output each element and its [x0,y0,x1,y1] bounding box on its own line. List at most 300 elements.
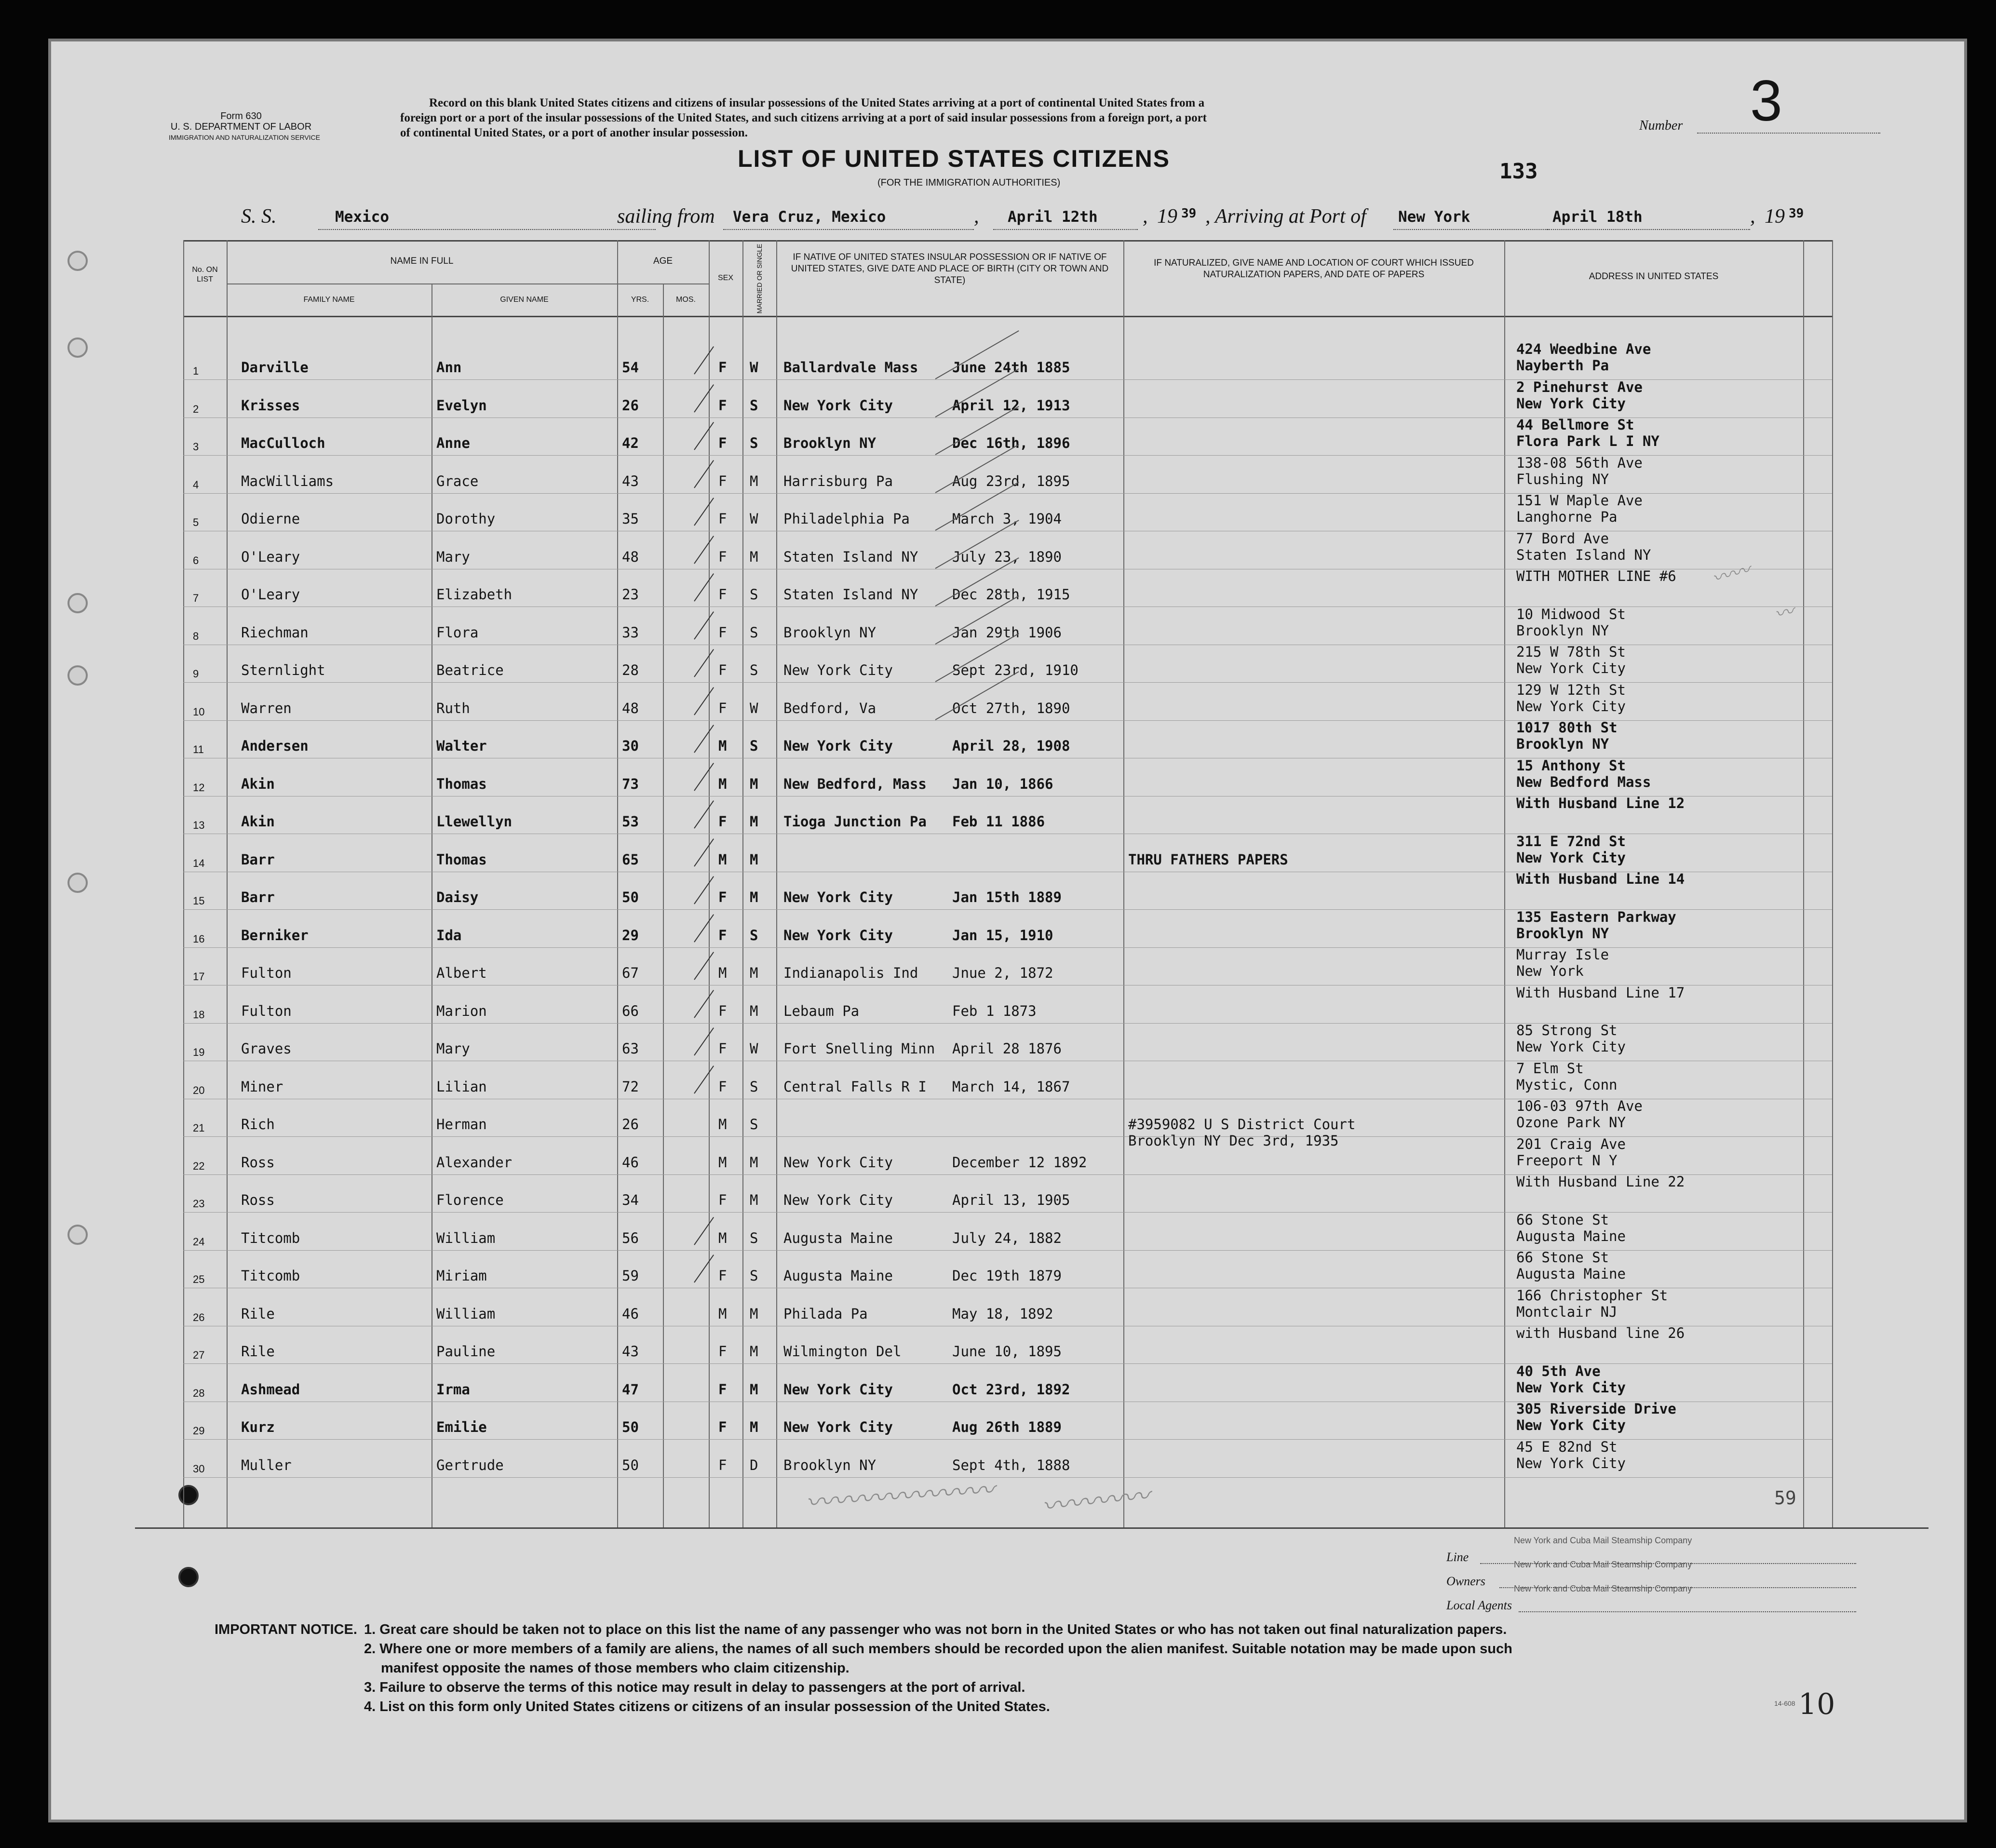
address-line2: Mystic, Conn [1516,1076,1618,1093]
age-years: 56 [622,1229,639,1246]
ship-name: Mexico [335,208,389,226]
sex-value: F [718,1268,727,1284]
birth-date: Feb 1 1873 [952,1002,1037,1019]
address-line1: 40 5th Ave [1516,1362,1601,1379]
birth-date: Aug 23rd, 1895 [952,472,1070,489]
birth-date: Aug 26th 1889 [952,1419,1062,1435]
marital-status: M [750,1381,758,1398]
age-years: 28 [622,662,639,678]
given-name: Beatrice [436,662,504,678]
row-number: 29 [193,1425,205,1437]
birth-place: New York City [783,1154,893,1171]
row-number: 20 [193,1084,205,1096]
instruction-line: foreign port or a port of the insular possessions of the United States, and such citizens arriving at a port of said insular possessions from a foreign port, a port [400,111,1207,124]
given-name: Herman [436,1116,487,1133]
family-name: Akin [241,775,275,792]
row-number: 18 [193,1008,205,1021]
row-number: 14 [193,857,205,869]
birth-place: Philada Pa [783,1305,868,1322]
arrival-year: 39 [1789,206,1804,221]
marital-status: M [750,1154,758,1171]
sex-value: F [718,435,727,451]
birth-place: New York City [783,1419,893,1435]
row-number: 26 [193,1311,205,1323]
given-name: Florence [436,1192,504,1208]
address-line1: 129 W 12th St [1516,681,1626,698]
marital-status: S [750,1116,758,1133]
notice-line: 3. Failure to observe the terms of this notice may result in delay to passengers at the port of arrival. [364,1680,1025,1695]
address-line2: Ozone Park NY [1516,1114,1626,1131]
birth-place: Fort Snelling Minn [783,1040,935,1057]
check-mark [694,498,714,526]
instructions [400,95,1207,140]
col-address: ADDRESS IN UNITED STATES [1589,271,1719,282]
given-name: Evelyn [436,397,487,414]
family-name: O'Leary [241,548,300,565]
punch-hole [67,593,88,613]
address-line1: 2 Pinehurst Ave [1516,378,1643,395]
family-name: Barr [241,889,275,905]
marital-status: M [750,1419,758,1435]
naturalization: #3959082 U S District Court [1128,1116,1356,1133]
given-name: Gertrude [436,1457,504,1473]
marital-status: M [750,1192,758,1208]
sex-value: M [718,1305,727,1322]
row-number: 24 [193,1235,205,1248]
owners-label: Owners [1446,1574,1485,1588]
sex-value: F [718,624,727,641]
age-years: 67 [622,965,639,981]
address-line2: Montclair NJ [1516,1303,1618,1320]
col-birth: IF NATIVE OF UNITED STATES INSULAR POSSESSION OR IF NATIVE OF UNITED STATES, GIVE DATE AND PLACE OF BIRTH (CITY OR TOWN AND STATE) [791,252,1109,285]
col-yrs: YRS. [631,296,649,304]
age-years: 48 [622,700,639,716]
birth-place: Wilmington Del [783,1343,902,1360]
sex-value: F [718,889,727,905]
address-line2: New York City [1516,1379,1626,1396]
birth-date: Jan 15th 1889 [952,889,1062,905]
age-years: 65 [622,851,639,868]
agents-stamp: New York and Cuba Mail Steamship Company [1514,1584,1692,1593]
address-line1: 66 Stone St [1516,1249,1609,1266]
birth-place: Central Falls R I [783,1078,927,1095]
marital-status: S [750,624,758,641]
birth-date: April 28 1876 [952,1040,1062,1057]
sex-value: F [718,927,727,944]
row-number: 21 [193,1122,205,1134]
birth-place: Ballardvale Mass [783,359,918,376]
address-line2: Langhorne Pa [1516,509,1618,525]
check-mark [694,536,714,564]
family-name: Fulton [241,1002,292,1019]
check-mark [694,838,714,866]
form-subtitle: (FOR THE IMMIGRATION AUTHORITIES) [877,177,1061,188]
check-mark [694,573,714,601]
age-years: 66 [622,1002,639,1019]
birth-date: Dec 28th, 1915 [952,586,1070,603]
manifest-page: Form 630 U. S. DEPARTMENT OF LABOR IMMIGRATION AND NATURALIZATION SERVICE Record on this blank United States citizens and citizens of insular possessions of the United States arriving at a port of continental United States from a foreign port or a port of the insular possessions of the United States, and such citizens arriving at a port of said insular possessions from a foreign port, a port of continental United States, or a port of another insular possession. Number 3 LIST OF UNITED STATES CITIZENS (FOR THE IMMIGRATION AUTHORITIES) 133 S. S. Mexico sailing from Vera Cruz, Mexico , April 12th , 19 39 , Arriving at Port of New York April 18th , 19 39 No. ON LIST NAME IN FULL FAMILY NAME GIVEN NAME AGE YRS. MOS. SEX MARRIED OR SINGLE IF NATIVE OF UNITED STATES INSULAR POSSESSION OR IF NATIVE OF UNITED STATES, GIVE DATE AND PLACE OF BIRTH (CITY OR TOWN AND STATE) IF NATURALIZED, GIVE NAME AND LOCATION OF COURT WHICH ISSUED NATURALIZATION PAPERS, AND DATE OF PAPERS ADDRESS IN UNITED STATES 1 Darville Ann 54 F W Ballardvale Mass June 24th 1885 424 Weedbine Ave Nayberth Pa 2 Krisses Evelyn 26 F S New York City April 12, 1913 2 Pinehurst Ave New York City 3 MacCulloch Anne 42 F S Brooklyn NY Dec 16th, 1896 44 Bellmore St Flora Park L I NY 4 MacWilliams Grace 43 F M Harrisburg Pa Aug 23rd, 1895 138-08 56th Ave Flushing NY 5 Odierne Dorothy 35 F W Philadelphia Pa March 3, 1904 151 W Maple Ave Langhorne Pa 6 O'Leary Mary 48 F M Staten Island NY July 23, 1890 77 Bord Ave Staten Island NY 7 O'Leary Elizabeth 23 F S Staten Island NY Dec 28th, 1915 WITH MOTHER LINE #6 8 Riechman Flora 33 F S Brooklyn NY Jan 29th 1906 10 Midwood St Brooklyn NY 9 Sternlight Beatrice 28 F S New York City Sept 23rd, 1910 215 W 78th St New York City 10 Warren Ruth 48 F W Bedford, Va Oct 27th, 1890 129 W 12th St New York City 11 Andersen Walter 30 M S New York City April 28, 1908 1017 80th St Brooklyn NY 12 Akin Thomas 73 M M New Bedford, Mass Jan 10, 1866 15 Anthony St New Bedford Mass 13 Akin Llewellyn 53 F M Tioga Junction Pa Feb 11 1886 With Husband Line 12 14 Barr Thomas 65 M M THRU FATHERS PAPERS 311 E 72nd St New York City 15 Barr Daisy 50 F M New York City Jan 15th 1889 With Husband Line 14 16 Berniker Ida 29 F S New York City Jan 15, 1910 135 Eastern Parkway Brooklyn NY 17 Fulton Albert 67 M M Indianapolis Ind Jnue 2, 1872 Murray Isle New York 18 Fulton Marion 66 F M Lebaum Pa Feb 1 1873 With Husband Line 17 19 Graves Mary 63 F W Fort Snelling Minn April 28 1876 85 Strong St New York City 20 Miner Lilian 72 F S Central Falls R I March 14, 1867 7 Elm St Mystic, Conn 21 Rich Herman 26 M S #3959082 U S District Court 106-03 97th Ave Ozone Park NY Brooklyn NY Dec 3rd, 1935 22 Ross Alexander 46 M M New York City December 12 1892 201 Craig Ave Freeport N Y 23 Ross Florence 34 F M New York City April 13, 1905 With Husband Line 22 24 Titcomb William 56 M S Augusta Maine July 24, 1882 66 Stone St Augusta Maine 25 Titcomb Miriam 59 F S Augusta Maine Dec 19th 1879 66 Stone St Augusta Maine 26 Rile William 46 M M Philada Pa May 18, 1892 166 Christopher St Montclair NJ 27 Rile Pauline 43 F M Wilmington Del June 10, 1895 with Husband line 26 28 Ashmead Irma 47 F M New York City Oct 23rd, 1892 40 5th Ave New York City 29 Kurz Emilie 50 F M New York City Aug 26th 1889 305 Riverside Drive New York City 30 Muller Gertrude 50 F D Brooklyn NY Sept 4th, 1888 45 E 82nd St New York City 〰〰〰〰〰〰〰 〰〰〰〰 〰〰 〰 59 Line New York and Cuba Mail Steamship Company Owners New York and Cuba Mail Steamship Company Local Agents New York and Cuba Mail Steamship Company IMPORTANT NOTICE. 1. Great care should be taken not to place on this list the name of any passenger who was not born in the United States or who has not taken out final naturalization papers. 2. Where one or more members of a family are aliens, the names of all such members should be recorded upon the alien manifest. Suitable notation may be made upon such manifest opposite the names of those members who claim citizenship. 3. Failure to observe the terms of this notice may result in delay to passengers at the port of arrival. 4. List on this form only United States citizens or citizens of an insular possession of the United States. 14-608 10 [48,39,1967,1822]
family-name: Darville [241,359,309,376]
arrival-port: New York [1398,208,1470,226]
age-years: 23 [622,586,639,603]
birth-place: Staten Island NY [783,586,918,603]
marital-status: M [750,775,758,792]
given-name: Mary [436,548,470,565]
address-line1: 166 Christopher St [1516,1287,1668,1304]
birth-date: Sept 23rd, 1910 [952,662,1079,678]
sex-value: M [718,851,727,868]
address-line2: Freeport N Y [1516,1152,1618,1169]
birth-place: Philadelphia Pa [783,511,910,527]
birth-place: Brooklyn NY [783,435,877,451]
birth-date: Jan 29th 1906 [952,624,1062,641]
age-years: 26 [622,397,639,414]
check-mark [694,384,714,412]
address-line2: New York City [1516,660,1626,676]
age-years: 34 [622,1192,639,1208]
age-years: 30 [622,738,639,754]
number-label: Number [1639,118,1683,133]
page-number: 10 [1798,1687,1835,1721]
age-years: 54 [622,359,639,376]
notice-line: 2. Where one or more members of a family are aliens, the names of all such members should be recorded upon the alien manifest. Suitable notation may be made upon such [364,1641,1512,1657]
punch-hole [67,337,88,358]
given-name: William [436,1305,496,1322]
age-years: 35 [622,511,639,527]
address-line2: Brooklyn NY [1516,622,1609,639]
birth-place: Bedford, Va [783,700,877,716]
line-label: Line [1446,1550,1469,1564]
birth-place: Augusta Maine [783,1268,893,1284]
check-mark [694,422,714,450]
birth-place: New York City [783,1192,893,1208]
given-name: Llewellyn [436,813,512,830]
birth-date: Dec 19th 1879 [952,1268,1062,1284]
stamp-number: 133 [1499,159,1538,184]
marital-status: S [750,927,758,944]
col-naturalized: IF NATURALIZED, GIVE NAME AND LOCATION OF COURT WHICH ISSUED NATURALIZATION PAPERS, AND DATE OF PAPERS [1154,258,1474,280]
family-name: Berniker [241,927,309,944]
family-name: Riechman [241,624,309,641]
address-line2: New York City [1516,1417,1626,1433]
row-number: 12 [193,781,205,794]
check-mark [694,1027,714,1055]
birth-place: Brooklyn NY [783,1457,877,1473]
address-line2: New Bedford Mass [1516,773,1651,790]
address-line1: 85 Strong St [1516,1022,1618,1039]
birth-date: April 13, 1905 [952,1192,1070,1208]
sex-value: F [718,813,727,830]
birth-place: Indianapolis Ind [783,965,918,981]
given-name: Walter [436,738,487,754]
family-name: O'Leary [241,586,300,603]
row-number: 16 [193,932,205,945]
family-name: Krisses [241,397,300,414]
birth-place: New Bedford, Mass [783,775,927,792]
row-number: 1 [193,365,199,377]
col-married-or-single: MARRIED OR SINGLE [755,243,763,314]
check-mark [694,725,714,753]
age-years: 46 [622,1154,639,1171]
address-line2: New York City [1516,849,1626,866]
given-name: Mary [436,1040,470,1057]
address-line1: 305 Riverside Drive [1516,1401,1676,1417]
given-name: Flora [436,624,479,641]
address-line1: 1017 80th St [1516,719,1618,736]
arriving-label: Arriving at Port of [1215,205,1366,228]
arrival-year-prefix: 19 [1765,205,1785,228]
address-line2: Staten Island NY [1516,546,1651,563]
birth-date: Oct 23rd, 1892 [952,1381,1070,1398]
marital-status: M [750,965,758,981]
marital-status: S [750,662,758,678]
sailing-date: April 12th [1008,208,1098,226]
age-years: 29 [622,927,639,944]
given-name: Irma [436,1381,470,1398]
sex-value: F [718,397,727,414]
col-given-name: GIVEN NAME [500,296,549,304]
sex-value: F [718,1002,727,1019]
family-name: Barr [241,851,275,868]
address-line1: With Husband Line 14 [1516,871,1685,887]
birth-date: December 12 1892 [952,1154,1087,1171]
address-line1: 201 Craig Ave [1516,1135,1626,1152]
ss-label: S. S. [241,205,277,228]
col-age: AGE [653,256,673,266]
punch-hole [67,665,88,686]
family-name: Akin [241,813,275,830]
row-number: 8 [193,630,199,642]
row-number: 10 [193,705,205,718]
address-line2: New York City [1516,1039,1626,1055]
row-number: 22 [193,1160,205,1172]
given-name: Albert [436,965,487,981]
sex-value: M [718,775,727,792]
birth-place: New York City [783,889,893,905]
birth-date: Feb 11 1886 [952,813,1045,830]
age-years: 73 [622,775,639,792]
check-mark [694,1254,714,1282]
age-years: 43 [622,472,639,489]
birth-date: June 10, 1895 [952,1343,1062,1360]
row-number: 5 [193,516,199,528]
sailing-from-label: sailing from [617,205,715,228]
address-line1: With Husband Line 22 [1516,1174,1685,1190]
list-number: 3 [1750,68,1782,133]
address-line1: 66 Stone St [1516,1211,1609,1228]
row-number: 2 [193,403,199,415]
row-number: 4 [193,478,199,491]
marital-status: M [750,813,758,830]
address-line1: 311 E 72nd St [1516,833,1626,850]
family-name: Ashmead [241,1381,300,1398]
birth-date: March 3, 1904 [952,511,1062,527]
address-line1: 77 Bord Ave [1516,530,1609,547]
birth-date: July 23, 1890 [952,548,1062,565]
birth-place: Augusta Maine [783,1229,893,1246]
sex-value: F [718,511,727,527]
family-name: Rich [241,1116,275,1133]
marital-status: M [750,889,758,905]
birth-place: New York City [783,927,893,944]
sex-value: F [718,1078,727,1095]
row-number: 9 [193,668,199,680]
row-number: 7 [193,592,199,604]
check-mark [694,1066,714,1093]
family-name: Sternlight [241,662,325,678]
age-years: 53 [622,813,639,830]
marital-status: M [750,548,758,565]
row-number: 15 [193,895,205,907]
address-line1: 106-03 97th Ave [1516,1098,1643,1114]
form-code: 14-608 [1774,1700,1795,1707]
address-line1: 151 W Maple Ave [1516,492,1643,509]
address-line2: New York [1516,963,1584,979]
birth-place: Staten Island NY [783,548,918,565]
marital-status: W [750,359,758,376]
family-name: Ross [241,1192,275,1208]
address-line1: 10 Midwood St [1516,606,1626,622]
birth-date: Jan 10, 1866 [952,775,1053,792]
given-name: Lilian [436,1078,487,1095]
form-title: LIST OF UNITED STATES CITIZENS [738,145,1171,172]
address-line1: 138-08 56th Ave [1516,454,1643,471]
family-name: Muller [241,1457,292,1473]
family-name: Titcomb [241,1229,300,1246]
family-name: Odierne [241,511,300,527]
punch-hole [67,873,88,893]
col-mos: MOS. [676,296,696,304]
address-line1: with Husband line 26 [1516,1325,1685,1341]
check-mark [694,1217,714,1245]
birth-place: Tioga Junction Pa [783,813,927,830]
notice-title: IMPORTANT NOTICE. [215,1622,357,1637]
passenger-count: 59 [1774,1487,1796,1509]
row-number: 3 [193,441,199,453]
sex-value: F [718,1343,727,1360]
punch-hole [178,1485,199,1505]
department-name: U. S. DEPARTMENT OF LABOR [170,121,312,132]
marital-status: W [750,511,758,527]
birth-place: Brooklyn NY [783,624,877,641]
birth-date: Jnue 2, 1872 [952,965,1053,981]
birth-date: June 24th 1885 [952,359,1070,376]
sailing-year: 39 [1181,206,1197,221]
age-years: 26 [622,1116,639,1133]
marital-status: M [750,1343,758,1360]
given-name: William [436,1229,496,1246]
sex-value: F [718,586,727,603]
sex-value: M [718,738,727,754]
sex-value: M [718,1154,727,1171]
col-family-name: FAMILY NAME [303,296,355,304]
sex-value: F [718,662,727,678]
sex-value: F [718,1192,727,1208]
row-number: 30 [193,1462,205,1475]
marital-status: S [750,586,758,603]
sex-value: F [718,700,727,716]
form-identifier [169,111,320,143]
address-line1: 7 Elm St [1516,1060,1584,1077]
marital-status: M [750,472,758,489]
address-line1: 215 W 78th St [1516,644,1626,660]
sex-value: F [718,1040,727,1057]
family-name: Graves [241,1040,292,1057]
notice-line: manifest opposite the names of those members who claim citizenship. [381,1660,850,1676]
check-mark [694,649,714,677]
given-name: Pauline [436,1343,496,1360]
birth-date: May 18, 1892 [952,1305,1053,1322]
birth-place: New York City [783,397,893,414]
notice-line: 1. Great care should be taken not to place on this list the name of any passenger who was not born in the United States or who has not taken out final naturalization papers. [364,1622,1507,1637]
given-name: Miriam [436,1268,487,1284]
col-name-in-full: NAME IN FULL [390,256,454,266]
address-line2: New York City [1516,395,1626,412]
age-years: 63 [622,1040,639,1057]
given-name: Thomas [436,775,487,792]
row-number: 27 [193,1349,205,1361]
age-years: 47 [622,1381,639,1398]
birth-date: Oct 27th, 1890 [952,700,1070,716]
birth-date: April 12, 1913 [952,397,1070,414]
age-years: 72 [622,1078,639,1095]
marital-status: S [750,1268,758,1284]
check-mark [694,800,714,828]
birth-place: New York City [783,1381,893,1398]
given-name: Ruth [436,700,470,716]
age-years: 33 [622,624,639,641]
given-name: Anne [436,435,470,451]
agents-label: Local Agents [1446,1598,1512,1612]
given-name: Ann [436,359,462,376]
address-line1: With Husband Line 12 [1516,795,1685,811]
marital-status: M [750,851,758,868]
marital-status: M [750,1305,758,1322]
given-name: Marion [436,1002,487,1019]
check-mark [694,876,714,904]
family-name: Kurz [241,1419,275,1435]
marital-status: S [750,1229,758,1246]
sex-value: M [718,965,727,981]
marital-status: D [750,1457,758,1473]
address-line1: 45 E 82nd St [1516,1438,1618,1455]
birth-place: Harrisburg Pa [783,472,893,489]
check-mark [694,952,714,980]
age-years: 50 [622,1457,639,1473]
naturalization: THRU FATHERS PAPERS [1128,851,1288,868]
given-name: Elizabeth [436,586,512,603]
address-line1: 15 Anthony St [1516,757,1626,774]
instruction-line: Record on this blank United States citizens and citizens of insular possessions of the United States arriving at a port of continental United States from a [429,96,1205,109]
marital-status: S [750,738,758,754]
check-mark [694,687,714,715]
birth-date: March 14, 1867 [952,1078,1070,1095]
birth-place: New York City [783,738,893,754]
sex-value: M [718,1116,727,1133]
check-mark [694,914,714,942]
row-number: 28 [193,1387,205,1399]
sex-value: F [718,1457,727,1473]
birth-place: New York City [783,662,893,678]
form-number: Form 630 [220,111,262,121]
address-line2: Flushing NY [1516,471,1609,487]
col-no-on-list: No. ON LIST [192,266,218,283]
check-mark [694,611,714,639]
punch-hole [67,1225,88,1245]
age-years: 42 [622,435,639,451]
row-number: 19 [193,1046,205,1058]
sailing-year-prefix: 19 [1157,205,1177,228]
